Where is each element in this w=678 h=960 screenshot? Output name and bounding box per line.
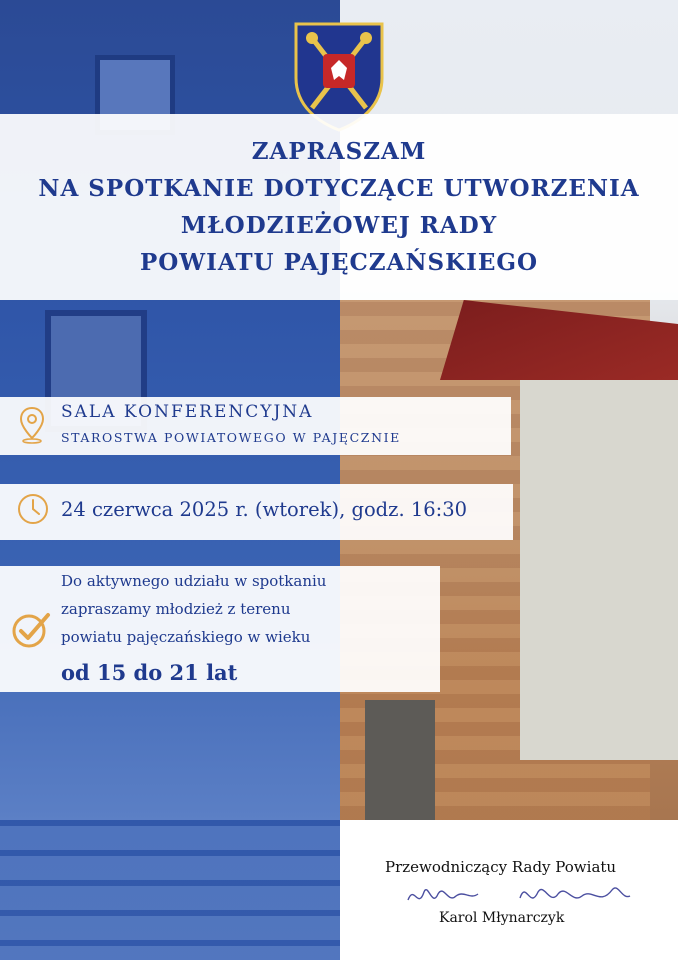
invitation-title-band: [0, 114, 678, 300]
location-subtitle: STAROSTWA POWIATOWEGO W PAJĘCZNIE: [61, 430, 401, 445]
audience-text-line: powiatu pajęczańskiego w wieku: [61, 628, 311, 646]
signatory-title: Przewodniczący Rady Powiatu: [385, 858, 617, 876]
audience-text-line: zapraszamy młodzież z terenu: [61, 600, 291, 618]
title-line: ZAPRASZAM: [251, 138, 427, 165]
title-line: NA SPOTKANIE DOTYCZĄCE UTWORZENIA: [38, 175, 640, 202]
location-title: SALA KONFERENCYJNA: [61, 402, 314, 422]
audience-age-range: od 15 do 21 lat: [61, 660, 238, 685]
event-date-time: 24 czerwca 2025 r. (wtorek), godz. 16:30: [61, 498, 468, 521]
background-door: [365, 700, 435, 820]
map-pin-icon: [18, 406, 46, 444]
background-building-wing: [520, 360, 678, 760]
check-circle-icon: [10, 609, 52, 651]
title-line: POWIATU PAJĘCZAŃSKIEGO: [139, 249, 539, 276]
background-stair-railing: [0, 820, 340, 960]
title-line: MŁODZIEŻOWEJ RADY: [180, 212, 498, 239]
clock-icon: [16, 492, 50, 526]
audience-text-line: Do aktywnego udziału w spotkaniu: [61, 572, 327, 590]
signatory-name: Karol Młynarczyk: [439, 910, 565, 926]
